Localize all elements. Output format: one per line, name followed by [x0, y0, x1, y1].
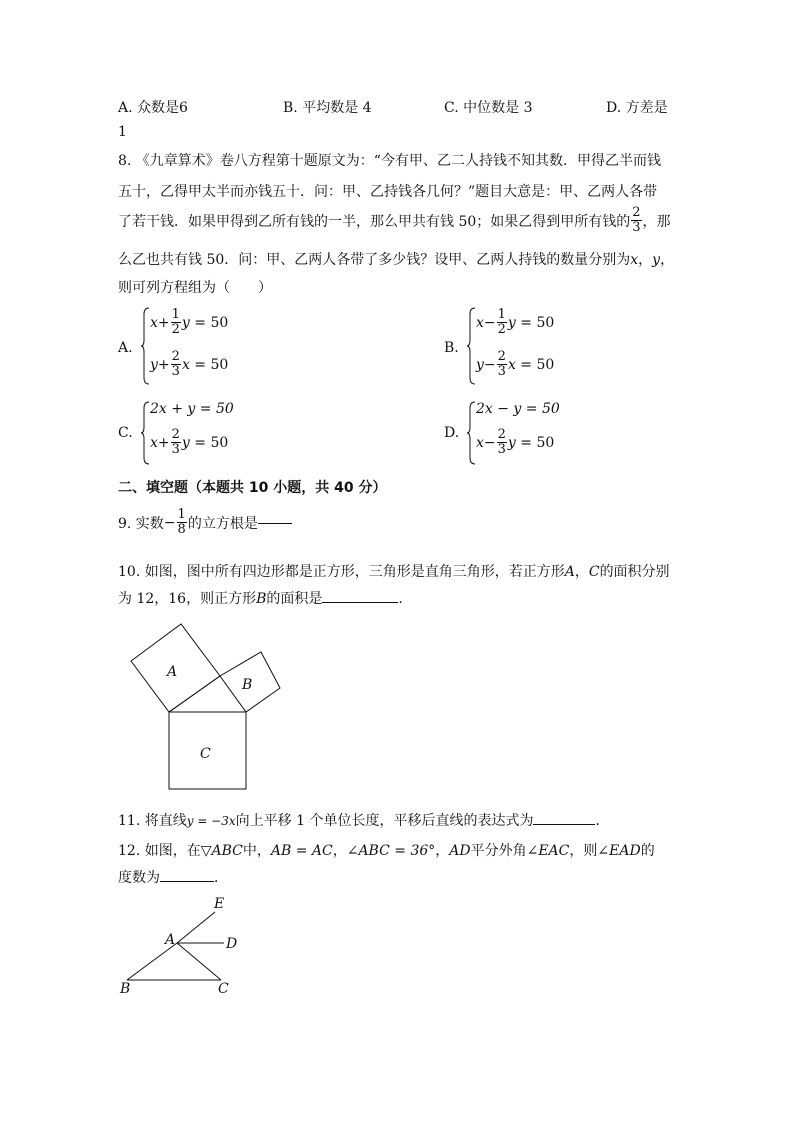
q8-option-b-system [466, 306, 586, 386]
eq-frac-den: 3 [171, 364, 180, 379]
left-brace-icon [140, 306, 150, 386]
q10-line-2-mid: 的面积是 [266, 591, 323, 607]
label-a: A [167, 664, 178, 680]
label-c: C [200, 746, 211, 762]
q8-option-a-eq-1 [150, 308, 228, 337]
q12-eq-3: AD [449, 843, 471, 859]
q10-line-2 [118, 588, 412, 608]
q12-triangle: ▽ABC [200, 843, 243, 859]
q8-option-d-label: D. [444, 425, 460, 441]
eq-frac-num: 2 [171, 427, 180, 442]
q9-fraction [177, 508, 187, 537]
q8-line-4-end: ， [660, 252, 675, 268]
q9 [118, 508, 292, 537]
eq-rhs: = 50 [520, 434, 555, 451]
q11-end: ． [595, 813, 610, 829]
q12-line-2-text: 度数为 [118, 870, 160, 886]
eq-term: x [181, 356, 190, 373]
q8-var-x: x [630, 252, 639, 268]
q9-text-end: 的立方根是 [187, 515, 258, 532]
q9-frac-num: 1 [177, 507, 186, 522]
q12-sep-2: ， [435, 843, 450, 859]
eq-frac-num: 1 [497, 307, 506, 322]
q12-line-2 [118, 867, 228, 887]
eq-term: x [476, 434, 484, 451]
q8-option-a-system [140, 306, 260, 386]
eq-fraction [497, 428, 507, 457]
eq-term: y [507, 314, 516, 331]
q12-eq-5: ∠EAD [597, 843, 641, 859]
q9-text: 9. 实数 [118, 515, 164, 532]
q8-option-c-eq-2 [150, 428, 228, 457]
q12-eq-4: ∠EAC [526, 843, 570, 859]
q10-line-1 [118, 561, 670, 581]
eq-rhs: = 50 [520, 314, 555, 331]
q12-end-2: ． [214, 870, 228, 886]
q10-end: ． [398, 591, 413, 607]
q12-eq-1: AB = AC [270, 843, 333, 859]
eq-frac-den: 2 [171, 322, 180, 337]
q11-answer-blank[interactable] [533, 822, 595, 825]
eq-term: y [181, 314, 190, 331]
ray-ae [177, 912, 215, 943]
q11-expr: y = −3x [186, 814, 236, 828]
eq-term: x [150, 434, 158, 451]
eq-frac-den: 3 [497, 442, 506, 457]
q7-option-c: C. 中位数是 3 [444, 100, 533, 116]
q7-option-d: D. 方差是 [606, 100, 668, 116]
eq-fraction [171, 350, 181, 379]
q11-text-mid: 向上平移 1 个单位长度，平移后直线的表达式为 [235, 813, 534, 829]
left-brace-icon [140, 400, 150, 466]
q8-option-b-label: B. [444, 340, 459, 356]
q8-var-y: y [652, 252, 661, 268]
q8-fraction-num: 2 [632, 205, 641, 220]
q12-eq-2: ∠ABC = 36° [346, 843, 436, 859]
q8-option-d-eq-1: 2x − y = 50 [476, 401, 560, 417]
q7-option-a: A. 众数是6 [118, 100, 188, 116]
q7-option-d-wrap: 1 [118, 124, 127, 140]
eq-op: + [157, 314, 170, 331]
q11 [118, 810, 609, 830]
label-d: D [226, 936, 238, 952]
q8-option-d-eq-2 [476, 428, 554, 457]
q12-line-1 [118, 840, 655, 860]
q8-option-d-system [466, 400, 586, 466]
eq-term: y [476, 356, 484, 373]
segment-ba [127, 943, 177, 980]
label-e: E [214, 896, 225, 912]
q8-option-a-label: A. [118, 340, 133, 356]
eq-frac-den: 3 [171, 442, 180, 457]
q8-line-3 [118, 206, 671, 235]
segment-ac [177, 943, 221, 980]
q10-line-1-text: 10. 如图，图中所有四边形都是正方形，三角形是直角三角形，若正方形 [118, 564, 565, 580]
eq-term: y [150, 356, 158, 373]
label-b: B [120, 981, 131, 997]
eq-rhs: = 50 [194, 314, 229, 331]
q11-text: 11. 将直线 [118, 813, 187, 829]
eq-fraction [171, 428, 181, 457]
eq-term: y [507, 434, 516, 451]
label-b: B [242, 677, 253, 693]
q8-fraction-two-thirds [631, 206, 641, 235]
q10-line-2-text: 为 12，16，则正方形 [118, 591, 257, 607]
q8-line-3-text: 了若干钱．如果甲得到乙所有钱的一半，那么甲共有钱 50；如果乙得到甲所有钱的 [118, 213, 631, 230]
q8-line-3-end: ，那 [642, 213, 671, 230]
eq-rhs: = 50 [194, 356, 229, 373]
q8-option-c-eq-1: 2x + y = 50 [150, 401, 234, 417]
q8-option-a-eq-2 [150, 350, 228, 379]
eq-op: − [483, 356, 496, 373]
q9-answer-blank[interactable] [258, 521, 292, 524]
q9-frac-den: 8 [177, 522, 186, 537]
eq-rhs: = 50 [520, 356, 555, 373]
eq-term: x [476, 314, 484, 331]
label-c: C [218, 981, 229, 997]
eq-op: − [483, 314, 496, 331]
q12-end-1: 的 [640, 843, 655, 859]
q8-fraction-den: 3 [632, 220, 641, 235]
q8-line-4 [118, 249, 674, 269]
eq-rhs: = 50 [194, 434, 229, 451]
q10-square-b: B [256, 591, 267, 607]
eq-frac-num: 1 [171, 307, 180, 322]
q8-line-2: 五十，乙得甲太半而亦钱五十．问：甲、乙持钱各几何？”题目大意是：甲、乙两人各带 [118, 184, 658, 200]
left-brace-icon [466, 306, 476, 386]
eq-term: x [150, 314, 158, 331]
q12-text: 12. 如图，在 [118, 843, 201, 859]
q8-option-c-system [140, 400, 260, 466]
eq-frac-num: 2 [497, 349, 506, 364]
left-brace-icon [466, 400, 476, 466]
eq-term: x [507, 356, 516, 373]
q8-line-1: 8. 《九章算术》卷八方程第十题原文为：“今有甲、乙二人持钱不知其数．甲得乙半而钱 [118, 153, 661, 169]
eq-frac-num: 2 [497, 427, 506, 442]
q8-option-b-eq-1 [476, 308, 554, 337]
q7-option-b: B. 平均数是 4 [283, 100, 372, 116]
eq-fraction [497, 308, 507, 337]
q10-sep: ， [574, 564, 589, 580]
q12-mid-3: ，则 [569, 843, 598, 859]
eq-frac-den: 3 [497, 364, 506, 379]
q10-squares-figure [120, 615, 290, 800]
eq-frac-den: 2 [497, 322, 506, 337]
q12-mid-1: 中， [242, 843, 271, 859]
section-2-title: 二、填空题（本题共 10 小题，共 40 分） [118, 480, 387, 496]
triangle-edge [169, 676, 220, 712]
q10-square-c: C [588, 564, 600, 580]
eq-op: + [157, 434, 170, 451]
q12-triangle-figure [112, 892, 252, 1000]
eq-term: y [181, 434, 190, 451]
eq-op: − [483, 434, 496, 451]
q8-line-4-text: 么乙也共有钱 50．问：甲、乙两人各带了多少钱？设甲、乙两人持钱的数量分别为 [118, 252, 631, 268]
q8-option-b-eq-2 [476, 350, 554, 379]
eq-fraction [171, 308, 181, 337]
q12-sep-1: ， [332, 843, 347, 859]
eq-op: + [157, 356, 170, 373]
q12-answer-blank[interactable] [160, 879, 214, 882]
q12-mid-2: 平分外角 [470, 843, 527, 859]
q10-line-1-end: 的面积分别 [599, 564, 670, 580]
eq-frac-num: 2 [171, 349, 180, 364]
q10-square-a: A [564, 564, 575, 580]
q8-line-4-sep: ， [638, 252, 653, 268]
q8-option-c-label: C. [118, 425, 133, 441]
eq-fraction [497, 350, 507, 379]
label-a: A [165, 932, 176, 948]
q8-line-5: 则可列方程组为（ ） [118, 280, 272, 296]
q10-answer-blank[interactable] [322, 600, 398, 603]
q9-sign: − [163, 514, 176, 531]
